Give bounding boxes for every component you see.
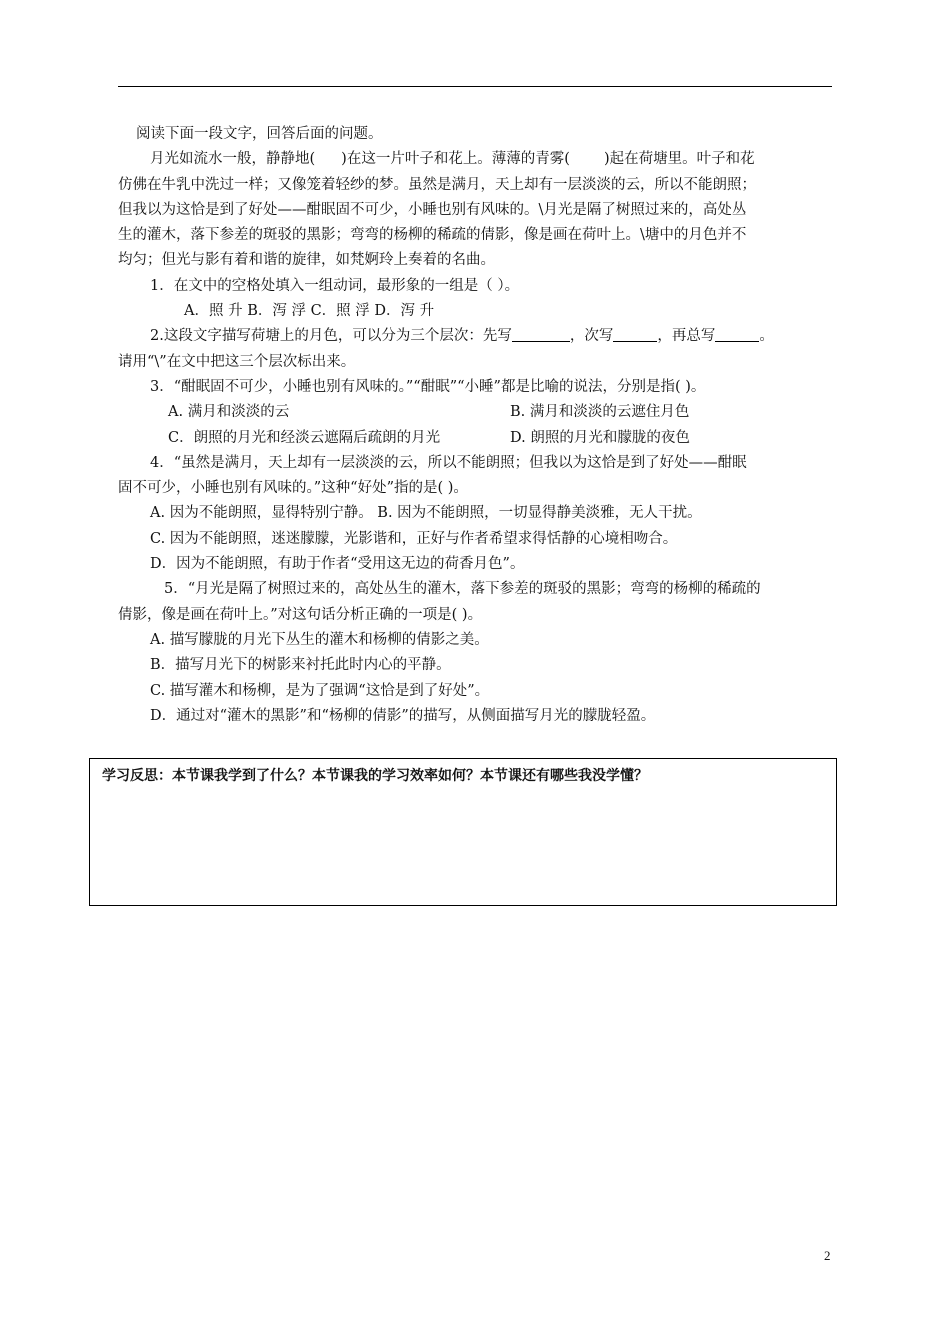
answer-blank-2[interactable] [613,325,657,342]
question-4-stem-line-2: 固不可少，小睡也别有风味的。”这种“好处”指的是( )。 [118,480,468,497]
question-3-options-row-2 [118,426,834,451]
reading-passage [118,147,834,273]
passage-line-2: 仿佛在牛乳中洗过一样；又像笼着轻纱的梦。虽然是满月，天上却有一层淡淡的云，所以不能朗照； [118,176,756,193]
question-3-stem: 3．“酣眠固不可少，小睡也别有风味的。”“酣眠”“小睡”都是比喻的说法，分别是指( )。 [150,378,706,395]
question-3 [118,375,834,451]
reflection-prompt: 学习反思：本节课我学到了什么？本节课我的学习效率如何？本节课还有哪些我没学懂？ [102,768,648,784]
question-1 [118,274,834,325]
document-body [118,122,834,729]
intro-text: 阅读下面一段文字，回答后面的问题。 [136,126,383,142]
question-3-options-row-1 [118,400,834,425]
answer-blank-3[interactable] [715,325,759,342]
question-5-option-a: A. 描写朦胧的月光下丛生的灌木和杨柳的倩影之美。 [150,631,489,648]
question-3-option-c: C．朗照的月光和经淡云遮隔后疏朗的月光 [168,429,441,446]
question-4-stem-line-1: 4．“虽然是满月，天上却有一层淡淡的云，所以不能朗照；但我以为这恰是到了好处——酣眠 [150,454,747,471]
header-rule [118,86,832,87]
question-1-stem: 1．在文中的空格处填入一组动词，最形象的一组是（ ）。 [150,277,520,294]
question-2-instruction: 请用“\”在文中把这三个层次标出来。 [118,353,356,370]
question-5-option-b: B．描写月光下的树影来衬托此时内心的平静。 [150,657,451,674]
question-5-stem-line-2: 倩影，像是画在荷叶上。”对这句话分析正确的一项是( )。 [118,606,483,623]
question-4-options-ab: A. 因为不能朗照，显得特别宁静。 B. 因为不能朗照，一切显得静美淡雅，无人干扰。 [150,505,702,522]
question-4-option-c: C. 因为不能朗照，迷迷朦朦，光影谐和，正好与作者希望求得恬静的心境相吻合。 [150,530,678,547]
answer-blank-1[interactable] [512,325,570,342]
question-3-option-a: A. 满月和淡淡的云 [168,404,290,421]
passage-line-5: 均匀；但光与影有着和谐的旋律，如梵婀玲上奏着的名曲。 [118,252,495,269]
page-number: 2 [824,1248,831,1263]
passage-line-4: 生的灌木，落下参差的斑驳的黑影；弯弯的杨柳的稀疏的倩影，像是画在荷叶上。\塘中的月色并不 [118,227,747,244]
question-5-option-d: D．通过对“灌木的黑影”和“杨柳的倩影”的描写，从侧面描写月光的朦胧轻盈。 [150,707,656,724]
passage-line-1: 月光如流水一般，静静地( )在这一片叶子和花上。薄薄的青雾( )起在荷塘里。叶子和花 [150,151,755,168]
question-5-option-c: C. 描写灌木和杨柳，是为了强调“这恰是到了好处”。 [150,682,490,699]
passage-line-3: 但我以为这恰是到了好处——酣眠固不可少，小睡也别有风味的。\月光是隔了树照过来的，高处丛 [118,201,747,218]
question-5-stem-line-1: 5．“月光是隔了树照过来的，高处丛生的灌木，落下参差的斑驳的黑影；弯弯的杨柳的稀疏的 [164,581,761,598]
question-4-option-d: D．因为不能朗照，有助于作者“受用这无边的荷香月色”。 [150,556,525,573]
question-5 [118,577,834,729]
question-3-option-d: D. 朗照的月光和朦胧的夜色 [510,429,690,446]
question-3-option-b: B. 满月和淡淡的云遮住月色 [510,404,690,421]
question-1-options: A．照 升 B．泻 浮 C．照 浮 D．泻 升 [184,303,435,320]
question-4 [118,451,834,577]
question-2 [118,324,834,375]
reflection-box[interactable] [89,758,837,906]
question-2-stem: 2.这段文字描写荷塘上的月色，可以分为三个层次：先写 ，次写 ，再总写 。 [118,324,834,349]
